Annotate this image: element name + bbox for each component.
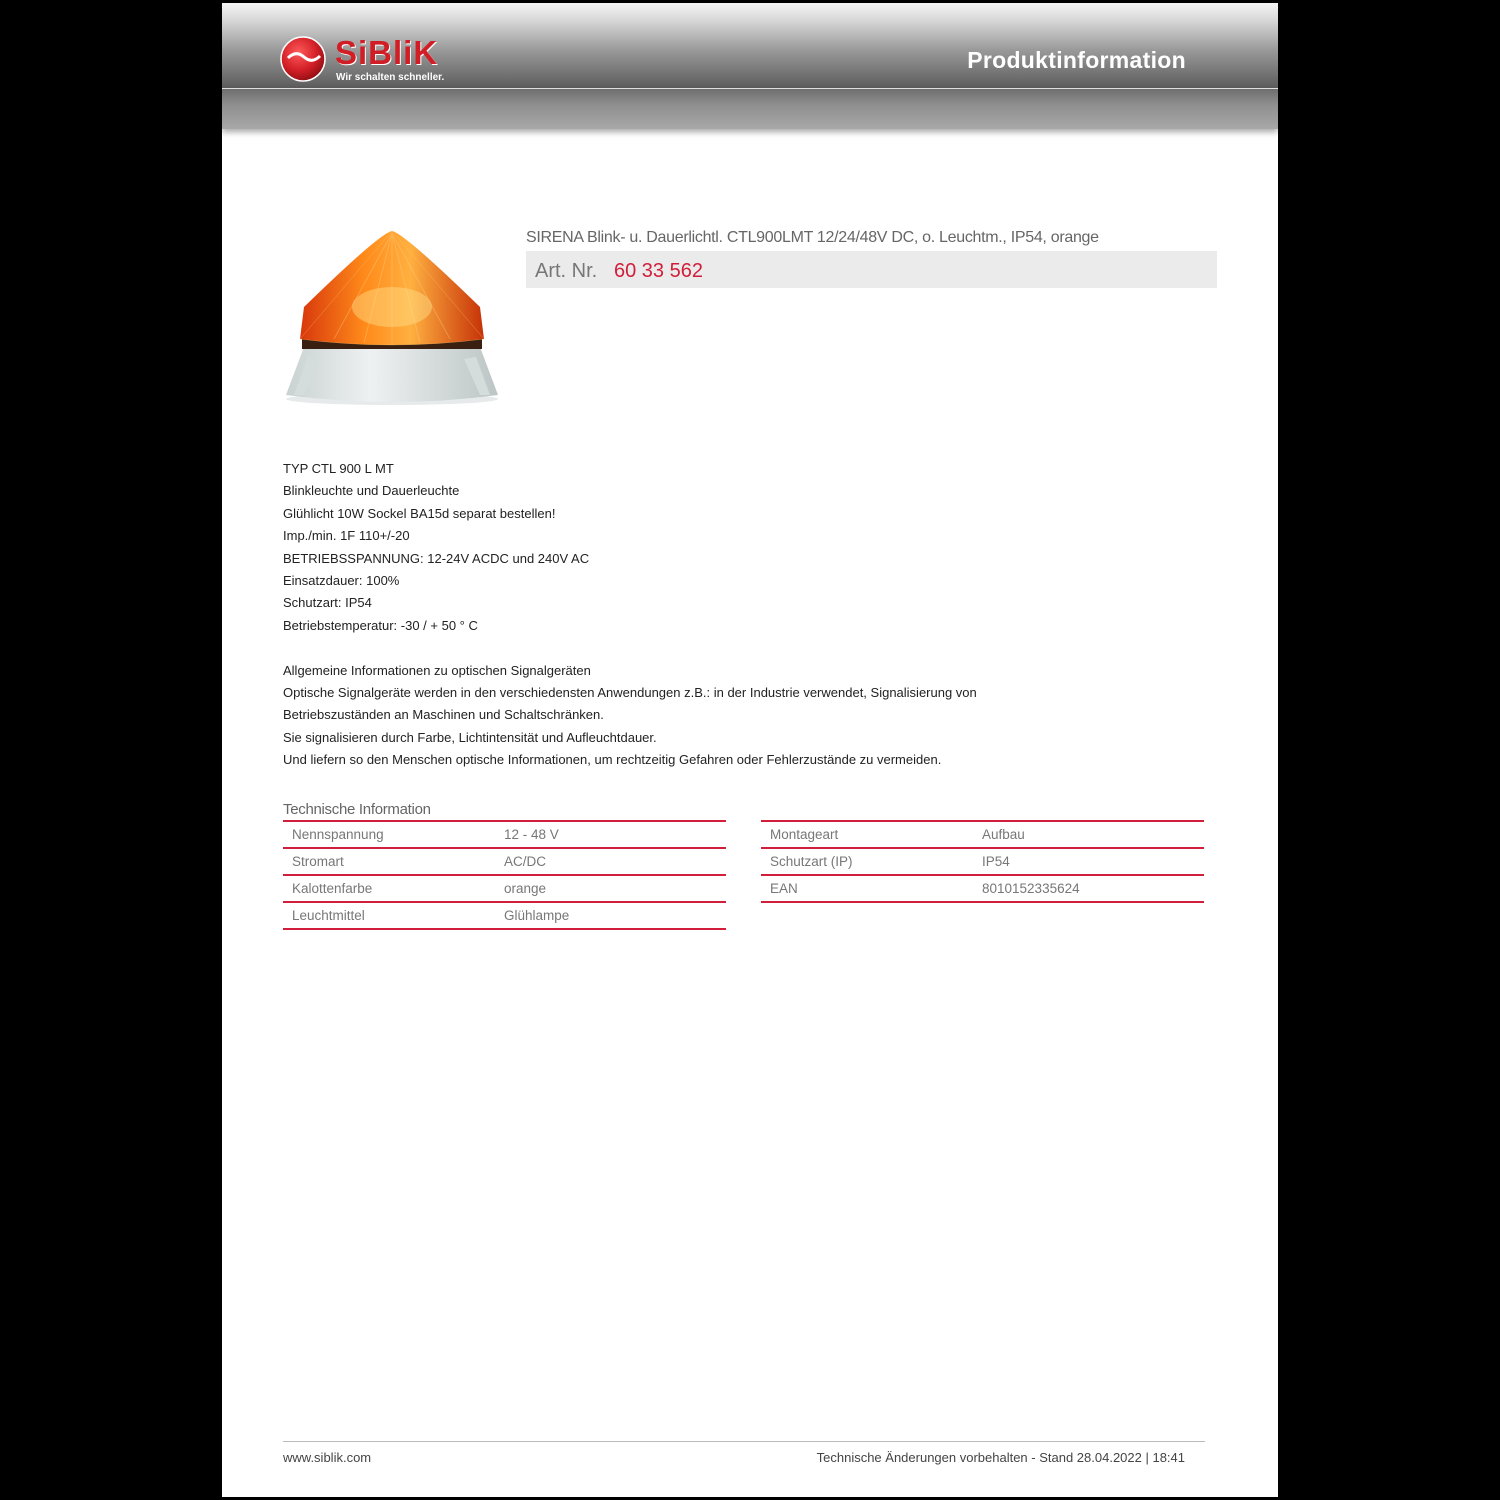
tech-value: 8010152335624 [982,881,1080,896]
table-row [761,874,1204,903]
tech-key: Schutzart (IP) [770,854,853,869]
description-line: Blinkleuchte und Dauerleuchte [283,483,460,499]
tech-key: Stromart [292,854,344,869]
description-line: Optische Signalgeräte werden in den verschiedensten Anwendungen z.B.: in der Industrie verwendet, Signalisierung von [283,684,977,700]
table-row [283,874,726,901]
table-row [761,847,1204,874]
tech-table-left [283,820,726,930]
table-row [761,820,1204,847]
footer-divider [283,1441,1205,1442]
tech-info-title: Technische Information [283,801,431,818]
brand-wordmark: SiBliK [335,34,439,71]
description-line: Betriebszuständen an Maschinen und Schaltschränken. [283,707,604,723]
description-line: Schutzart: IP54 [283,595,372,611]
page-title: Produktinformation [967,47,1186,73]
description-line: Allgemeine Informationen zu optischen Signalgeräten [283,662,591,678]
brand-tagline: Wir schalten schneller. [336,72,445,83]
description-line: Glühlicht 10W Sockel BA15d separat bestellen! [283,505,556,521]
product-description [283,458,977,771]
article-number-label: Art. Nr. [535,260,598,282]
logo-mark-icon [280,36,326,82]
table-row [283,847,726,874]
document-page [222,3,1278,1497]
description-line: Sie signalisieren durch Farbe, Lichtintensität und Aufleuchtdauer. [283,729,657,745]
description-line: Und liefern so den Menschen optische Informationen, um rechtzeitig Gefahren oder Fehlerzustände zu vermeiden. [283,752,942,768]
table-row [283,820,726,847]
tech-value: IP54 [982,854,1010,869]
tech-key: Leuchtmittel [292,908,365,923]
tech-key: Montageart [770,827,839,842]
tech-key: Kalottenfarbe [292,881,373,896]
tech-value: AC/DC [504,854,547,869]
description-line: TYP CTL 900 L MT [283,461,394,476]
tech-value: Aufbau [982,827,1025,842]
table-row [283,901,726,930]
tech-key: Nennspannung [292,827,384,842]
description-spacer [283,637,977,659]
description-line: Einsatzdauer: 100% [283,572,400,588]
tech-value: orange [504,881,547,896]
article-number-box [526,251,1217,288]
description-line: BETRIEBSSPANNUNG: 12-24V ACDC und 240V AC [283,550,590,566]
tech-table-right [761,820,1204,903]
tech-key: EAN [770,881,798,896]
description-line: Imp./min. 1F 110+/-20 [283,528,410,544]
siblik-logo [280,36,470,86]
article-number-value: 60 33 562 [614,260,703,282]
tech-value: 12 - 48 V [504,827,559,842]
footer-note: Technische Änderungen vorbehalten - Stand 28.04.2022 | 18:41 [816,1450,1185,1465]
header-band [222,89,1278,129]
page-header [222,3,1278,88]
description-line: Betriebstemperatur: -30 / + 50 ° C [283,617,478,633]
tech-value: Glühlampe [504,908,570,923]
product-title: SIRENA Blink- u. Dauerlichtl. CTL900LMT 12/24/48V DC, o. Leuchtm., IP54, orange [526,229,1099,246]
product-image [284,227,500,407]
footer-website-link[interactable]: www.siblik.com [283,1450,372,1465]
